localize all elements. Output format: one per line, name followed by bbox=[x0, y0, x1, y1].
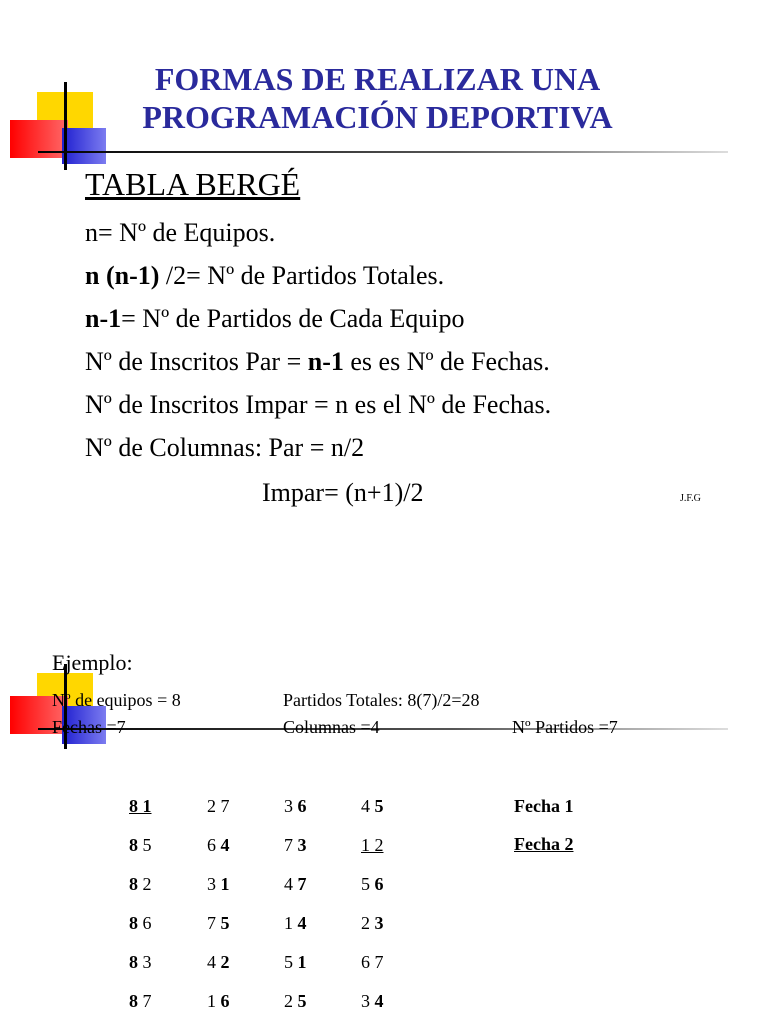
table-cell bbox=[284, 835, 307, 856]
table-cell bbox=[207, 991, 230, 1012]
team-b: 6 bbox=[297, 796, 307, 816]
team-a: 4 bbox=[361, 796, 370, 816]
team-a: 1 bbox=[361, 835, 370, 855]
team-a: 8 bbox=[129, 796, 138, 816]
table-cell bbox=[284, 796, 307, 817]
table-cell bbox=[207, 796, 230, 817]
table-cell bbox=[129, 874, 152, 895]
team-b: 5 bbox=[142, 835, 152, 855]
team-b: 6 bbox=[220, 991, 230, 1011]
team-a: 2 bbox=[284, 991, 293, 1011]
team-b: 5 bbox=[297, 991, 307, 1011]
formula-line-4-pre: Nº de Inscritos Par = bbox=[85, 347, 308, 376]
fecha-1-label: Fecha 1 bbox=[514, 796, 574, 816]
num-fechas: Fechas =7 bbox=[52, 717, 126, 737]
partidos-totales: Partidos Totales: 8(7)/2=28 bbox=[283, 690, 480, 710]
title-rule bbox=[38, 728, 728, 730]
formula-impar: Impar= (n+1)/2 bbox=[262, 478, 424, 507]
num-partidos: Nº Partidos =7 bbox=[512, 717, 618, 737]
team-b: 2 bbox=[374, 835, 384, 855]
team-a: 4 bbox=[207, 952, 216, 972]
table-cell bbox=[284, 874, 307, 895]
team-a: 2 bbox=[361, 913, 370, 933]
formula-line-6 bbox=[85, 433, 364, 463]
team-b: 7 bbox=[297, 874, 307, 894]
team-b: 3 bbox=[142, 952, 152, 972]
formula-line-3-text: = Nº de Partidos de Cada Equipo bbox=[121, 304, 465, 333]
team-a: 8 bbox=[129, 913, 138, 933]
table-cell bbox=[361, 796, 384, 817]
example-heading: Ejemplo: bbox=[52, 650, 133, 675]
table-cell bbox=[361, 874, 384, 895]
team-b: 1 bbox=[142, 796, 152, 816]
team-a: 8 bbox=[129, 991, 138, 1011]
table-cell bbox=[129, 835, 152, 856]
team-b: 3 bbox=[374, 913, 384, 933]
team-b: 3 bbox=[297, 835, 307, 855]
team-b: 6 bbox=[374, 874, 384, 894]
team-a: 5 bbox=[361, 874, 370, 894]
team-b: 6 bbox=[142, 913, 152, 933]
team-a: 6 bbox=[207, 835, 216, 855]
table-cell bbox=[284, 952, 307, 973]
team-a: 7 bbox=[284, 835, 293, 855]
table-cell bbox=[361, 835, 384, 856]
team-b: 4 bbox=[374, 991, 384, 1011]
title-line-2: PROGRAMACIÓN DEPORTIVA bbox=[142, 99, 613, 135]
team-b: 4 bbox=[220, 835, 230, 855]
team-b: 7 bbox=[220, 796, 230, 816]
formula-line-6-text: Nº de Columnas: Par = n/2 bbox=[85, 433, 365, 462]
formula-line-1 bbox=[85, 218, 275, 248]
team-a: 2 bbox=[207, 796, 216, 816]
num-equipos: Nº de equipos = 8 bbox=[52, 690, 181, 710]
formula-line-3 bbox=[85, 304, 464, 334]
subheading-tabla-berge: TABLA BERGÉ bbox=[85, 166, 301, 202]
formula-line-4-bold: n-1 bbox=[307, 347, 344, 376]
team-a: 6 bbox=[361, 952, 370, 972]
table-cell bbox=[129, 991, 152, 1012]
table-cell bbox=[129, 913, 152, 934]
table-cell bbox=[129, 796, 152, 817]
formula-line-5-text: Nº de Inscritos Impar = n es el Nº de Fechas. bbox=[85, 390, 552, 419]
team-a: 3 bbox=[284, 796, 293, 816]
title-rule bbox=[38, 151, 728, 153]
table-cell bbox=[284, 913, 307, 934]
formula-line-4 bbox=[85, 347, 550, 377]
author-credit: J.F.G bbox=[680, 493, 701, 504]
team-a: 8 bbox=[129, 835, 138, 855]
team-b: 5 bbox=[220, 913, 230, 933]
team-a: 8 bbox=[129, 952, 138, 972]
team-a: 3 bbox=[361, 991, 370, 1011]
team-a: 4 bbox=[284, 874, 293, 894]
formula-line-5 bbox=[85, 390, 551, 420]
team-b: 2 bbox=[142, 874, 152, 894]
team-b: 5 bbox=[374, 796, 384, 816]
formula-line-2-bold: n (n-1) bbox=[85, 261, 160, 290]
team-a: 1 bbox=[284, 913, 293, 933]
team-b: 1 bbox=[220, 874, 230, 894]
team-a: 1 bbox=[207, 991, 216, 1011]
logo-vertical-bar bbox=[64, 82, 67, 170]
team-a: 7 bbox=[207, 913, 216, 933]
table-cell bbox=[207, 913, 230, 934]
team-a: 5 bbox=[284, 952, 293, 972]
team-a: 8 bbox=[129, 874, 138, 894]
table-cell bbox=[129, 952, 152, 973]
team-b: 4 bbox=[297, 913, 307, 933]
table-cell bbox=[207, 874, 230, 895]
team-b: 7 bbox=[142, 991, 152, 1011]
fecha-2-label: Fecha 2 bbox=[514, 834, 574, 854]
title-line-1: FORMAS DE REALIZAR UNA bbox=[154, 61, 601, 97]
formula-line-2 bbox=[85, 261, 444, 291]
table-cell bbox=[361, 952, 384, 973]
num-columnas: Columnas =4 bbox=[283, 717, 380, 737]
page-title bbox=[100, 60, 655, 136]
team-a: 3 bbox=[207, 874, 216, 894]
formula-line-1-text: n= Nº de Equipos. bbox=[85, 218, 276, 247]
table-cell bbox=[361, 913, 384, 934]
slide-ejemplo bbox=[0, 600, 768, 1024]
team-b: 2 bbox=[220, 952, 230, 972]
table-cell bbox=[361, 991, 384, 1012]
formula-line-3-bold: n-1 bbox=[85, 304, 122, 333]
table-cell bbox=[207, 835, 230, 856]
team-b: 1 bbox=[297, 952, 307, 972]
table-cell bbox=[207, 952, 230, 973]
table-cell bbox=[284, 991, 307, 1012]
formula-line-4-text: es es Nº de Fechas. bbox=[343, 347, 550, 376]
team-b: 7 bbox=[374, 952, 384, 972]
formula-line-2-text: /2= Nº de Partidos Totales. bbox=[159, 261, 445, 290]
